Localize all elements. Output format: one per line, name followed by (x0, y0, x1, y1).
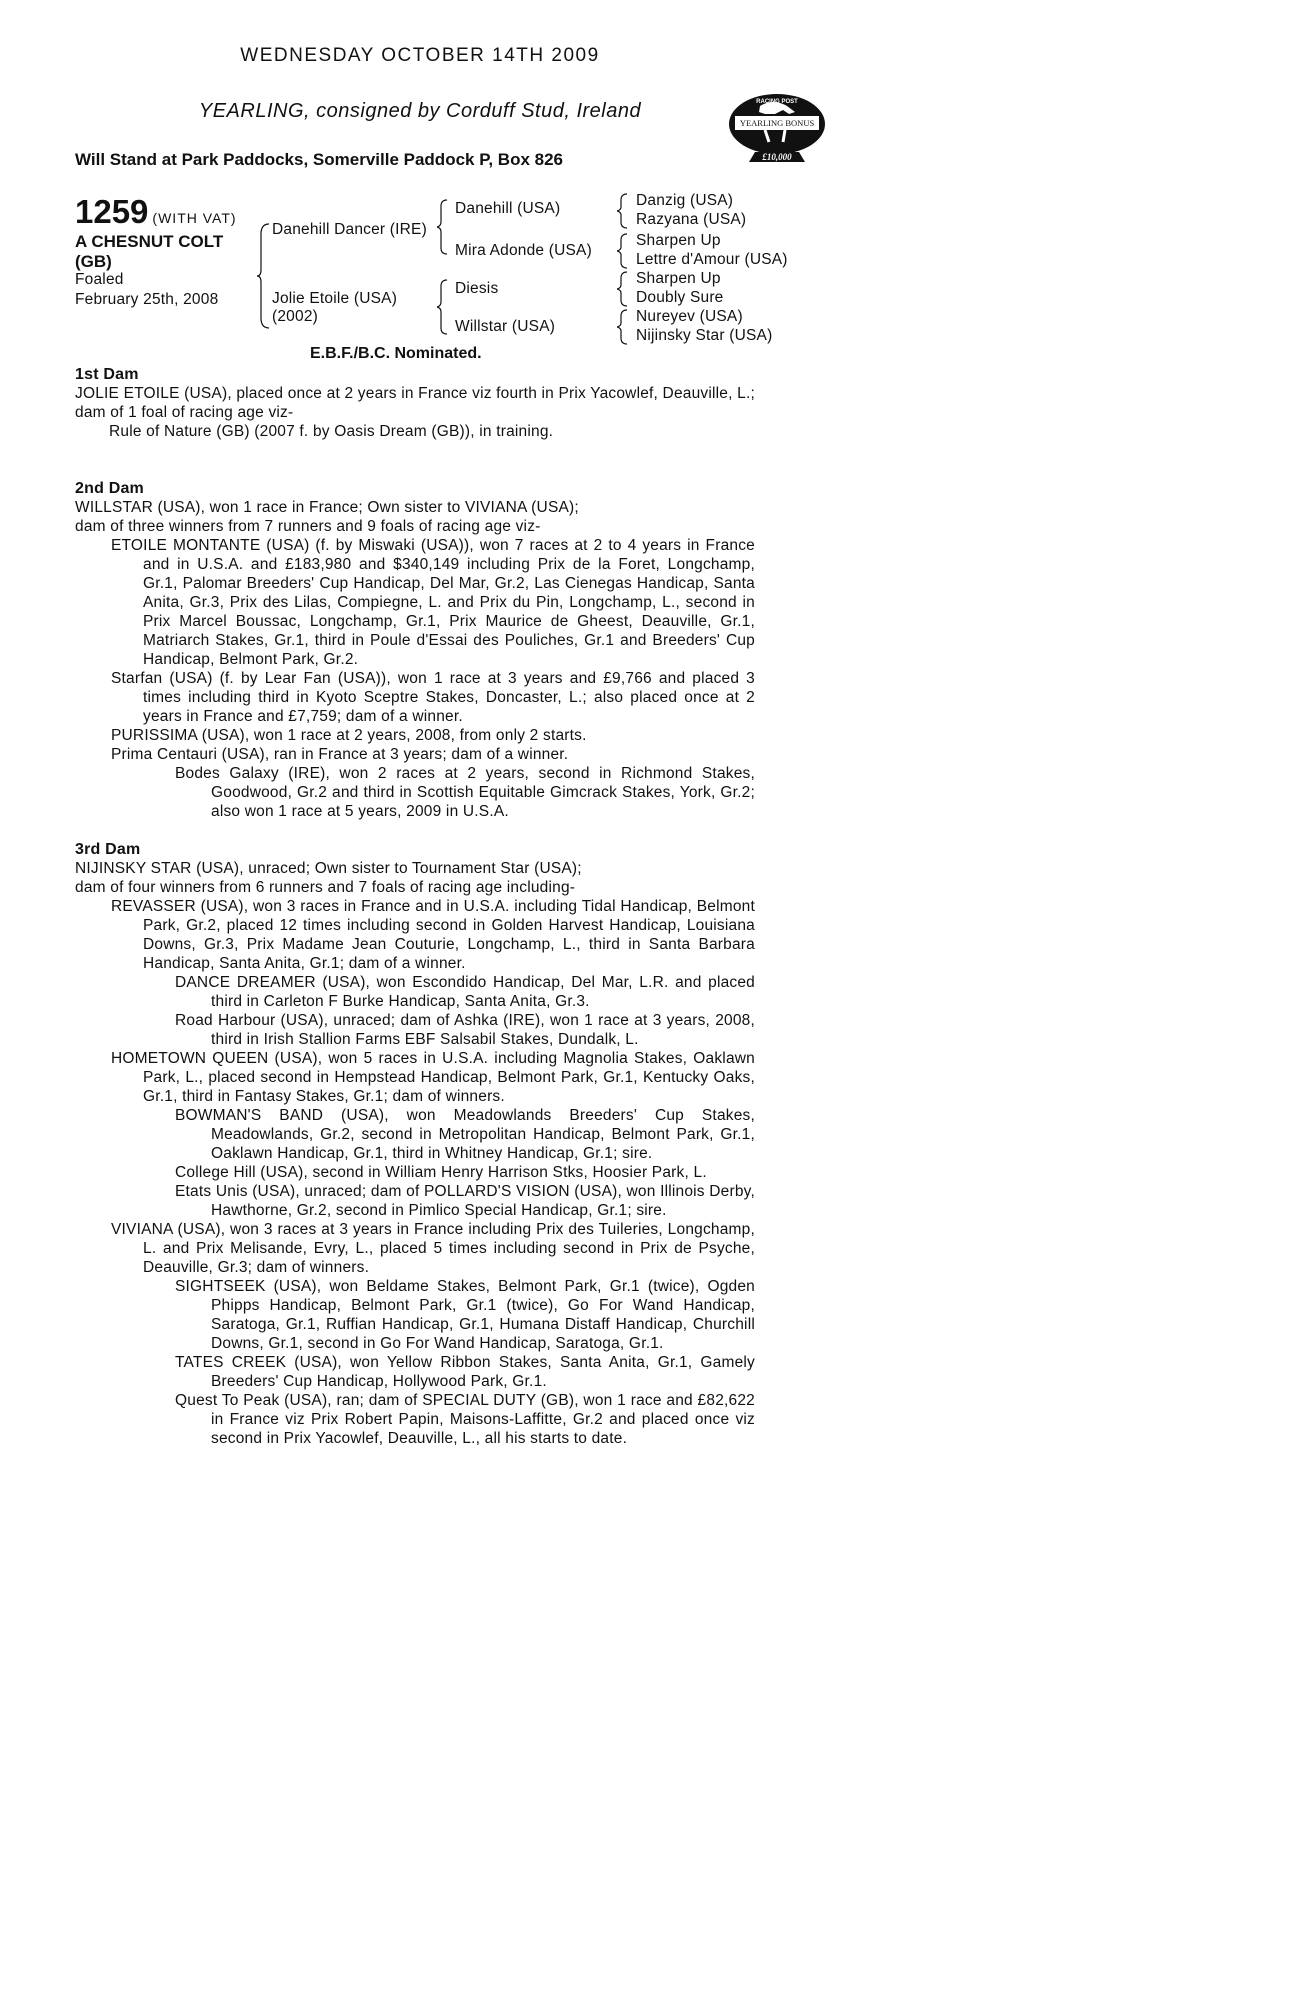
pedigree-g3-6: Doubly Sure (636, 289, 724, 306)
second-dam-line: Prima Centauri (USA), ran in France at 3 years; dam of a winner. (111, 746, 569, 763)
pedigree-g3-3: Sharpen Up (636, 232, 721, 249)
second-dam-line: PURISSIMA (USA), won 1 race at 2 years, 2008, from only 2 starts. (111, 727, 587, 744)
pedigree-brace-main (257, 222, 271, 330)
lot-number: 1259 (75, 193, 149, 230)
third-dam-line: BOWMAN'S BAND (USA), won Meadowlands Breeders' Cup Stakes, Meadowlands, Gr.2, second in Metropolitan Handicap, Belmont Park, Gr.1, Oaklawn Handicap, Gr.1, third in Whitney Handicap, Gr.1; sire. (175, 1107, 755, 1162)
yearling-bonus-badge-icon (725, 92, 829, 168)
lot-description (75, 232, 223, 272)
third-dam-line: VIVIANA (USA), won 3 races at 3 years in France including Prix des Tuileries, Longchamp, L. and Prix Melisande, Evry, L., placed 5 times including second in Prix de Psyche, Deauville, Gr.3; dam of winners. (111, 1221, 755, 1276)
lot-number-block (75, 193, 237, 231)
sale-date: WEDNESDAY OCTOBER 14TH 2009 (240, 45, 600, 66)
third-dam-line: NIJINSKY STAR (USA), unraced; Own sister to Tournament Star (USA); (75, 860, 582, 877)
pedigree-dam-sire: Diesis (455, 280, 499, 297)
consignment-line: YEARLING, consigned by Corduff Stud, Ireland (198, 100, 642, 122)
pedigree-dam-dam: Willstar (USA) (455, 318, 556, 335)
ebf-nomination: E.B.F./B.C. Nominated. (310, 345, 482, 362)
first-dam-line: JOLIE ETOILE (USA), placed once at 2 years in France viz fourth in Prix Yacowlef, Deauville, L.; (75, 385, 755, 402)
pedigree-sire-dam: Mira Adonde (USA) (455, 242, 592, 259)
country: (GB) (75, 252, 112, 271)
second-dam-line: Starfan (USA) (f. by Lear Fan (USA)), won 1 race at 3 years and £9,766 and placed 3 times including third in Kyoto Sceptre Stakes, Doncaster, L.; also placed once at 2 years in France and £7,759; dam of a winner. (111, 670, 755, 725)
third-dam-line: Quest To Peak (USA), ran; dam of SPECIAL DUTY (GB), won 1 race and £82,622 in France viz Prix Robert Papin, Maisons-Laffitte, Gr.2 and placed once viz second in Prix Yacowlef, Deauville, L., all his starts to date. (175, 1392, 755, 1447)
third-dam-line: SIGHTSEEK (USA), won Beldame Stakes, Belmont Park, Gr.1 (twice), Ogden Phipps Handicap, Belmont Park, Gr.1 (twice), Go For Wand Handicap, Saratoga, Gr.1, Ruffian Handicap, Gr.1, Humana Distaff Handicap, Churchill Downs, Gr.1, second in Go For Wand Handicap, Saratoga, Gr.1. (175, 1278, 755, 1352)
pedigree-sire: Danehill Dancer (IRE) (272, 221, 427, 238)
third-dam-line: TATES CREEK (USA), won Yellow Ribbon Stakes, Santa Anita, Gr.1, Gamely Breeders' Cup Handicap, Hollywood Park, Gr.1. (175, 1354, 755, 1390)
pedigree-g3-1: Danzig (USA) (636, 192, 734, 209)
stand-location: Will Stand at Park Paddocks, Somerville Paddock P, Box 826 (75, 150, 564, 169)
pedigree-g3-7: Nureyev (USA) (636, 308, 743, 325)
third-dam-line: College Hill (USA), second in William Henry Harrison Stks, Hoosier Park, L. (175, 1164, 707, 1181)
second-dam-line: WILLSTAR (USA), won 1 race in France; Own sister to VIVIANA (USA); (75, 499, 579, 516)
first-dam-section (75, 365, 755, 441)
sex-colour: A CHESNUT COLT (75, 232, 224, 251)
pedigree-brace-g3-2 (617, 232, 629, 270)
pedigree-g3-4: Lettre d'Amour (USA) (636, 251, 788, 268)
third-dam-line: REVASSER (USA), won 3 races in France and in U.S.A. including Tidal Handicap, Belmont Park, Gr.2, placed 12 times including second in Golden Harvest Handicap, Louisiana Downs, Gr.3, Prix Madame Jean Couturie, Longchamp, L., third in Santa Barbara Handicap, Santa Anita, Gr.1; dam of a winner. (111, 898, 755, 972)
first-dam-heading: 1st Dam (75, 366, 139, 383)
pedigree-sire-sire: Danehill (USA) (455, 200, 561, 217)
second-dam-line: Bodes Galaxy (IRE), won 2 races at 2 years, second in Richmond Stakes, Goodwood, Gr.2 and third in Scottish Equitable Gimcrack Stakes, York, Gr.2; also won 1 race at 5 years, 2009 in U.S.A. (175, 765, 755, 820)
first-dam-line: Rule of Nature (GB) (2007 f. by Oasis Dream (GB)), in training. (109, 423, 554, 440)
third-dam-line: Road Harbour (USA), unraced; dam of Ashka (IRE), won 1 race at 3 years, 2008, third in Irish Stallion Farms EBF Salsabil Stakes, Dundalk, L. (175, 1012, 755, 1048)
vat-note: (WITH VAT) (152, 210, 237, 226)
pedigree-dam-year: (2002) (272, 308, 319, 325)
pedigree-g3-5: Sharpen Up (636, 270, 721, 287)
third-dam-line: Etats Unis (USA), unraced; dam of POLLARD'S VISION (USA), won Illinois Derby, Hawthorne, Gr.2, second in Pimlico Special Handicap, Gr.1; sire. (175, 1183, 755, 1219)
pedigree-g3-8: Nijinsky Star (USA) (636, 327, 773, 344)
second-dam-line: dam of three winners from 7 runners and 9 foals of racing age viz- (75, 518, 541, 535)
badge-top-text: RACING POST (756, 99, 798, 105)
pedigree-brace-g3-1 (617, 192, 629, 230)
second-dam-section (75, 479, 755, 821)
badge-middle-text: YEARLING BONUS (739, 118, 815, 128)
third-dam-line: DANCE DREAMER (USA), won Escondido Handicap, Del Mar, L.R. and placed third in Carleton F Burke Handicap, Santa Anita, Gr.3. (175, 974, 755, 1010)
foaled-info (75, 270, 218, 310)
first-dam-line: dam of 1 foal of racing age viz- (75, 404, 294, 421)
pedigree-brace-g3-3 (617, 270, 629, 308)
pedigree-dam: Jolie Etoile (USA) (272, 290, 398, 307)
pedigree-brace-sire (437, 198, 449, 256)
badge-amount-text: £10,000 (762, 152, 792, 162)
third-dam-line: dam of four winners from 6 runners and 7 foals of racing age including- (75, 879, 576, 896)
pedigree-g3-2: Razyana (USA) (636, 211, 747, 228)
third-dam-line: HOMETOWN QUEEN (USA), won 5 races in U.S.A. including Magnolia Stakes, Oaklawn Park, L., placed second in Hempstead Handicap, Belmont Park, Gr.1, Kentucky Oaks, Gr.1, third in Fantasy Stakes, Gr.1; dam of winners. (111, 1050, 755, 1105)
foaled-label: Foaled (75, 271, 124, 288)
pedigree-brace-g3-4 (617, 308, 629, 346)
third-dam-section (75, 840, 755, 1448)
third-dam-heading: 3rd Dam (75, 841, 141, 858)
pedigree-brace-dam (437, 278, 449, 336)
second-dam-line: ETOILE MONTANTE (USA) (f. by Miswaki (USA)), won 7 races at 2 to 4 years in France and in U.S.A. and £183,980 and $340,149 including Prix de la Foret, Longchamp, Gr.1, Palomar Breeders' Cup Handicap, Del Mar, Gr.2, Las Cienegas Handicap, Santa Anita, Gr.3, Prix des Lilas, Compiegne, L. and Prix du Pin, Longchamp, L., second in Prix Marcel Boussac, Longchamp, Gr.1, Prix Maurice de Gheest, Deauville, Gr.1, Matriarch Stakes, Gr.1, third in Poule d'Essai des Pouliches, Gr.1 and Breeders' Cup Handicap, Belmont Park, Gr.2. (111, 537, 755, 668)
foaled-date: February 25th, 2008 (75, 291, 219, 308)
second-dam-heading: 2nd Dam (75, 480, 144, 497)
